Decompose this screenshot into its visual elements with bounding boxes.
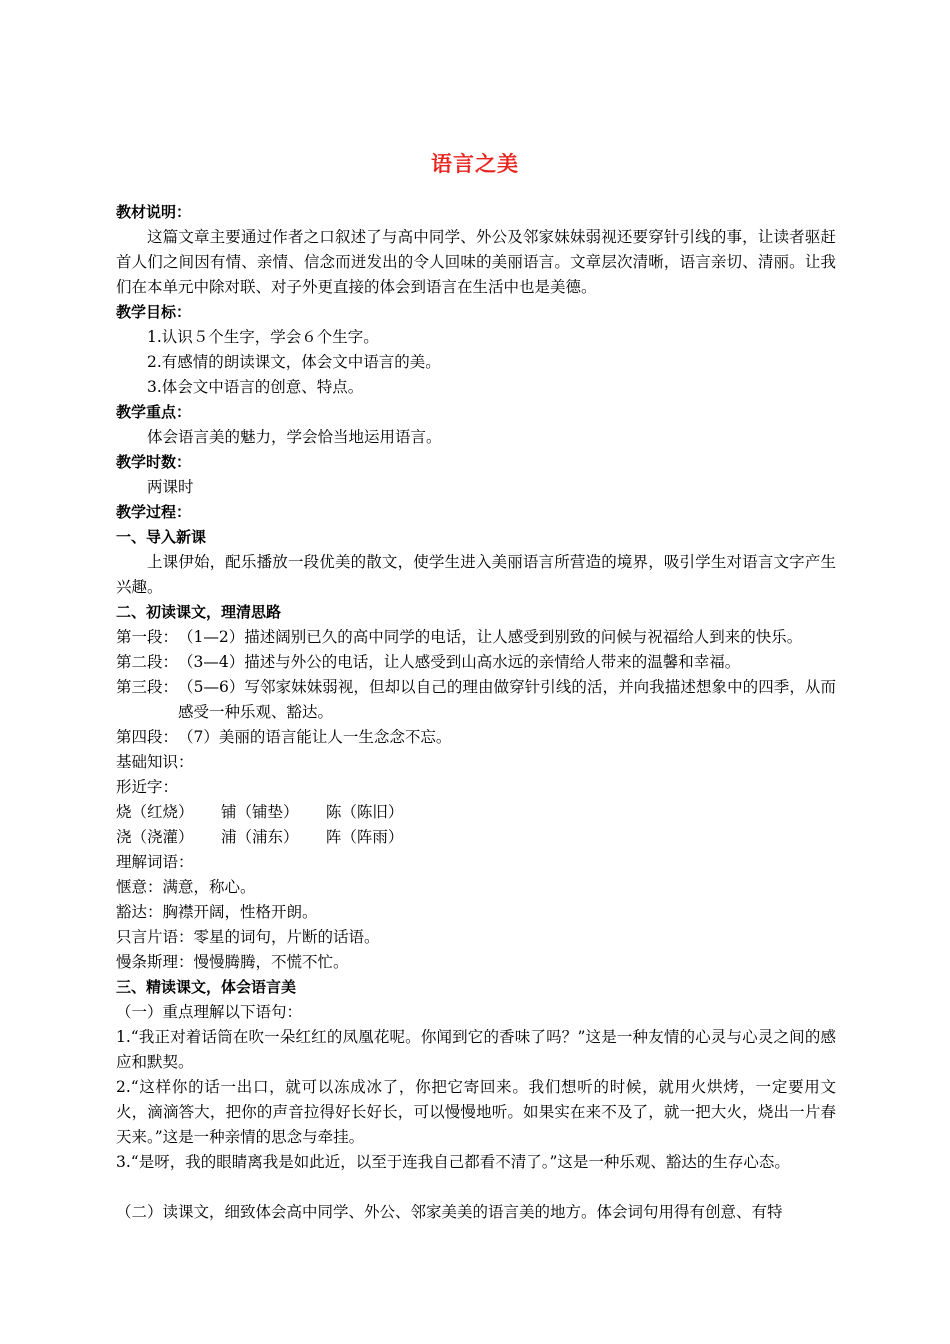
similar-word: 浦（浦东） <box>220 828 299 846</box>
basic-heading: 基础知识： <box>116 753 194 771</box>
paragraph-label: 第二段： <box>116 653 179 671</box>
focus-text: 体会语言美的魅力，学会恰当地运用语言。 <box>147 428 442 446</box>
part2-heading: 二、初读课文，理清思路 <box>116 603 282 621</box>
paragraph-text: （5—6）写邻家妹妹弱视，但却以自己的理由做穿针引线的活，并向我描述想象中的四季，从而感受一种乐观、豁达。 <box>178 678 836 721</box>
similar-word: 铺（铺垫） <box>220 803 299 821</box>
hours-text: 两课时 <box>147 478 194 496</box>
process-heading: 教学过程： <box>116 503 192 521</box>
similar-word: 阵（阵雨） <box>325 828 404 846</box>
materials-text: 这篇文章主要通过作者之口叙述了与高中同学、外公及邻家妹妹弱视还要穿针引线的事，让读者驱赶首人们之间因有情、亲情、信念而迸发出的令人回味的美丽语言。文章层次清晰，语言亲切、清丽。让我们在本单元中除对联、对子外更直接的体会到语言在生活中也是美德。 <box>116 228 836 296</box>
paragraph-summary <box>116 675 836 725</box>
hours-heading: 教学时数： <box>116 453 192 471</box>
paragraph-summary <box>116 625 836 650</box>
part3-heading: 三、精读课文，体会语言美 <box>116 978 297 996</box>
similar-word: 陈（陈旧） <box>325 803 404 821</box>
vocab-item: 惬意：满意，称心。 <box>116 878 256 896</box>
paragraph-label: 第四段： <box>116 728 179 746</box>
goal-item: 3.体会文中语言的创意、特点。 <box>147 378 364 396</box>
similar-word: 浇（浇灌） <box>116 828 194 846</box>
vocab-item: 豁达：胸襟开阔，性格开朗。 <box>116 903 318 921</box>
part1-text: 上课伊始，配乐播放一段优美的散文，使学生进入美丽语言所营造的境界，吸引学生对语言文字产生兴趣。 <box>116 553 836 596</box>
focus-heading: 教学重点： <box>116 403 192 421</box>
vocab-item: 只言片语：零星的词句，片断的话语。 <box>116 928 380 946</box>
paragraph-text: （3—4）描述与外公的电话，让人感受到山高水远的亲情给人带来的温馨和幸福。 <box>178 653 741 671</box>
vocab-item: 慢条斯理：慢慢腾腾，不慌不忙。 <box>116 953 349 971</box>
part1-heading: 一、导入新课 <box>116 528 207 546</box>
similar-row <box>116 825 836 850</box>
paragraph-summary <box>116 650 836 675</box>
similar-row <box>116 800 836 825</box>
goal-item: 2.有感情的朗读课文，体会文中语言的美。 <box>147 353 441 371</box>
quote-item: 3.“是呀，我的眼睛离我是如此近，以至于连我自己都看不清了。”这是一种乐观、豁达的生存心态。 <box>116 1153 790 1171</box>
paragraph-text: （1—2）描述阔别已久的高中同学的电话，让人感受到别致的问候与祝福给人到来的快乐。 <box>178 628 803 646</box>
materials-heading: 教材说明： <box>116 203 192 221</box>
quote-item: 2.“这样你的话一出口，就可以冻成冰了，你把它寄回来。我们想听的时候，就用火烘烤，一定要用文火，滴滴答大，把你的声音拉得好长好长，可以慢慢地听。如果实在来不及了，就一把大火，烧出一片春天来。”这是一种亲情的思念与牵挂。 <box>116 1078 836 1146</box>
paragraph-summary <box>116 725 836 750</box>
document-body <box>116 200 836 1225</box>
similar-heading: 形近字： <box>116 778 179 796</box>
goals-heading: 教学目标： <box>116 303 192 321</box>
part3-subheading: （二）读课文，细致体会高中同学、外公、邻家美美的语言美的地方。体会词句用得有创意、有特 <box>116 1203 783 1221</box>
part3-subheading: （一）重点理解以下语句： <box>116 1003 303 1021</box>
paragraph-label: 第三段： <box>116 678 179 696</box>
vocab-heading: 理解词语： <box>116 853 194 871</box>
page-title: 语言之美 <box>431 152 519 176</box>
goal-item: 1.认识５个生字，学会６个生字。 <box>147 328 379 346</box>
paragraph-label: 第一段： <box>116 628 179 646</box>
similar-word: 烧（红烧） <box>116 803 194 821</box>
quote-item: 1.“我正对着话筒在吹一朵红红的凤凰花呢。你闻到它的香味了吗？”这是一种友情的心灵与心灵之间的感应和默契。 <box>116 1028 836 1071</box>
paragraph-text: （7）美丽的语言能让人一生念念不忘。 <box>178 728 452 746</box>
